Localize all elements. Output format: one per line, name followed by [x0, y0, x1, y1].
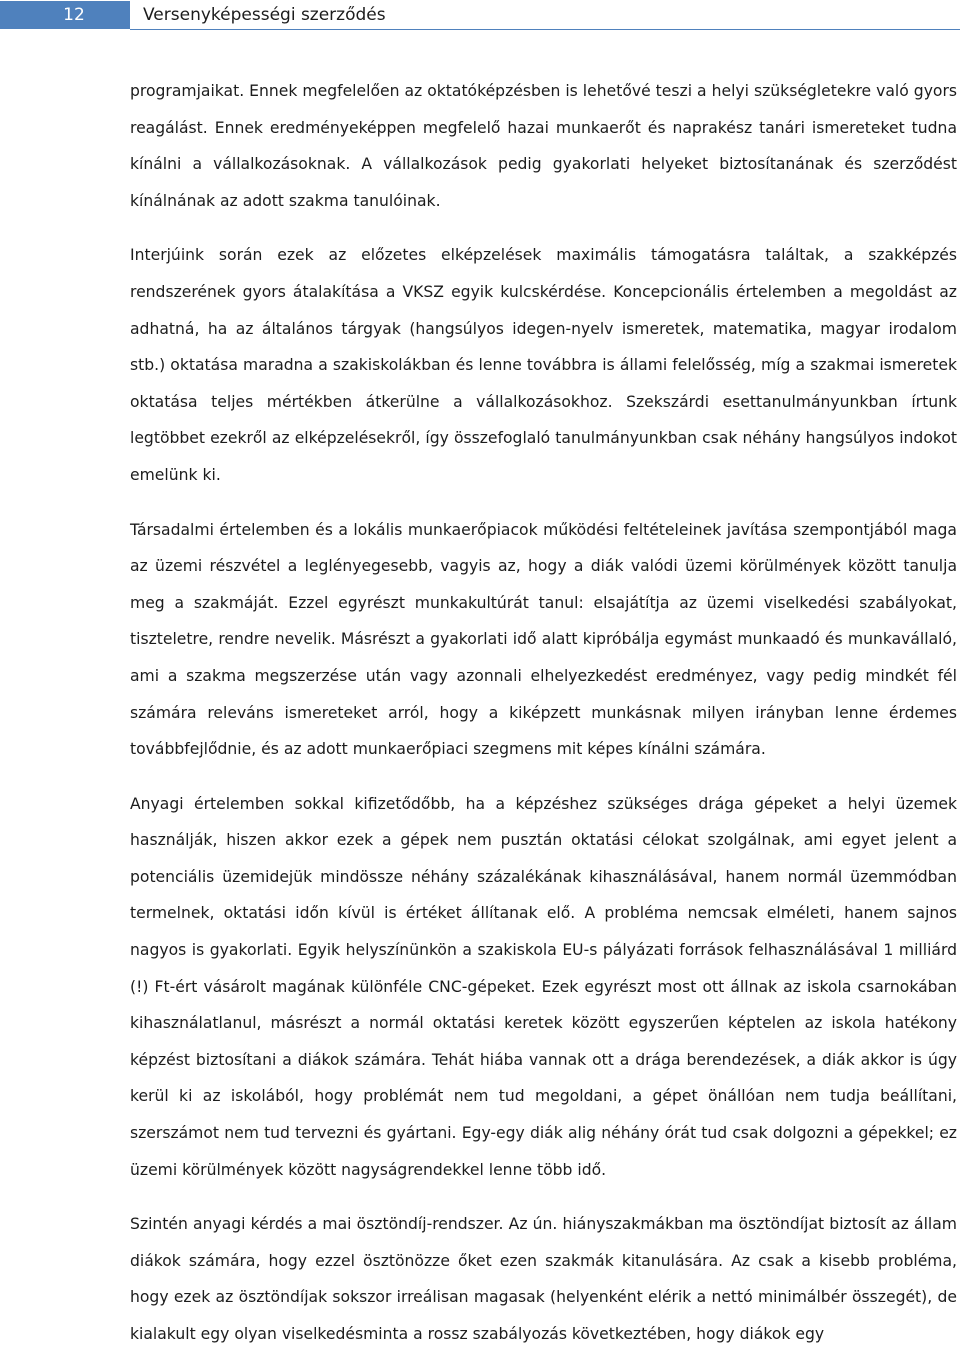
document-body: [130, 73, 957, 1371]
paragraph-2: Interjúink során ezek az előzetes elképzelések maximális támogatásra találtak, a szakképzés rendszerének gyors átalakítása a VKSZ egyik kulcskérdése. Koncepcionális értelemben a megoldást az adhatná, ha az általános tárgyak (hangsúlyos idegen-nyelv ismeretek, matematika, magyar irodalom stb.) oktatása maradna a szakiskolákban és lenne továbbra is állami felelősség, míg a szakmai ismeretek oktatása teljes mértékben átkerülne a vállalkozásokhoz. Szekszárdi esettanulmányunkban írtunk legtöbbet ezekről az elképzelésekről, így összefoglaló tanulmányunkban csak néhány hangsúlyos indokot emelünk ki.: [130, 246, 957, 484]
paragraph-1: programjaikat. Ennek megfelelően az oktatóképzésben is lehetővé teszi a helyi szükségletekre való gyors reagálást. Ennek eredményeképpen megfelelő hazai munkaerőt és naprakész tanári ismereteket tudna kínálni a vállalkozásoknak. A vállalkozások pedig gyakorlati helyeket biztosítanának és szerződést kínálnának az adott szakma tanulóinak.: [130, 82, 957, 210]
paragraph-3: Társadalmi értelemben és a lokális munkaerőpiacok működési feltételeinek javítása szempontjából maga az üzemi részvétel a leglényegesebb, vagyis az, hogy a diák valódi üzemi körülmények között tanulja meg a szakmáját. Ezzel egyrészt munkakultúrát tanul: elsajátítja az üzemi viselkedési szabályokat, tiszteletre, rendre nevelik. Másrészt a gyakorlati idő alatt kipróbálja egymást munkaadó és munkavállaló, ami a szakma megszerzése után vagy azonnali elhelyezkedést eredményez, vagy pedig mindkét fél számára releváns ismereteket arról, hogy a kiképzett munkásnak milyen irányban lenne érdemes továbbfejlődnie, és az adott munkaerőpiaci szegmens mit képes kínálni számára.: [130, 520, 957, 759]
header-divider: [130, 29, 960, 30]
page-header: [0, 0, 960, 32]
running-header-title: Versenyképességi szerződés: [143, 5, 386, 25]
page-number: 12: [0, 1, 130, 29]
paragraph-5: Szintén anyagi kérdés a mai ösztöndíj-rendszer. Az ún. hiányszakmákban ma ösztöndíjat biztosít az állam diákok számára, hogy ezzel ösztönözze őket ezen szakmák kitanulására. Az csak a kisebb probléma, hogy ezek az ösztöndíjak sokszor irreálisan magasak (helyenként elérik a nettó minimálbér összegét), de kialakult egy olyan viselkedésminta a rossz szabályozás következtében, hogy diákok egy: [130, 1215, 957, 1343]
paragraph-4: Anyagi értelemben sokkal kifizetődőbb, ha a képzéshez szükséges drága gépeket a helyi üzemek használják, hiszen akkor ezek a gépek nem pusztán oktatási célokat szolgálnak, ami egyet jelent a potenciális üzemidejük mindössze néhány százalékának kihasználásával, hanem normál üzemmódban termelnek, oktatási időn kívül is értéket állítanak elő. A probléma nemcsak elméleti, hanem sajnos nagyos is gyakorlati. Egyik helyszínünkön a szakiskola EU-s pályázati források felhasználásával 1 milliárd (!) Ft-ért vásárolt magának különféle CNC-gépeket. Ezek egyrészt most ott állnak az iskola csarnokában kihasználatlanul, másrészt a normál oktatási keretek között egyszerűen képtelen az iskola hatékony képzést biztosítani a diákok számára. Tehát hiába vannak ott a drága berendezések, a diák akkor is úgy kerül ki az iskolából, hogy problémát nem tud megoldani, a gépet önállóan nem tudja beállítani, szerszámot nem tud tervezni és gyártani. Egy-egy diák alig néhány órát tud csak dolgozni a gépekkel; ez üzemi körülmények között nagyságrendekkel lenne több idő.: [130, 794, 957, 1179]
